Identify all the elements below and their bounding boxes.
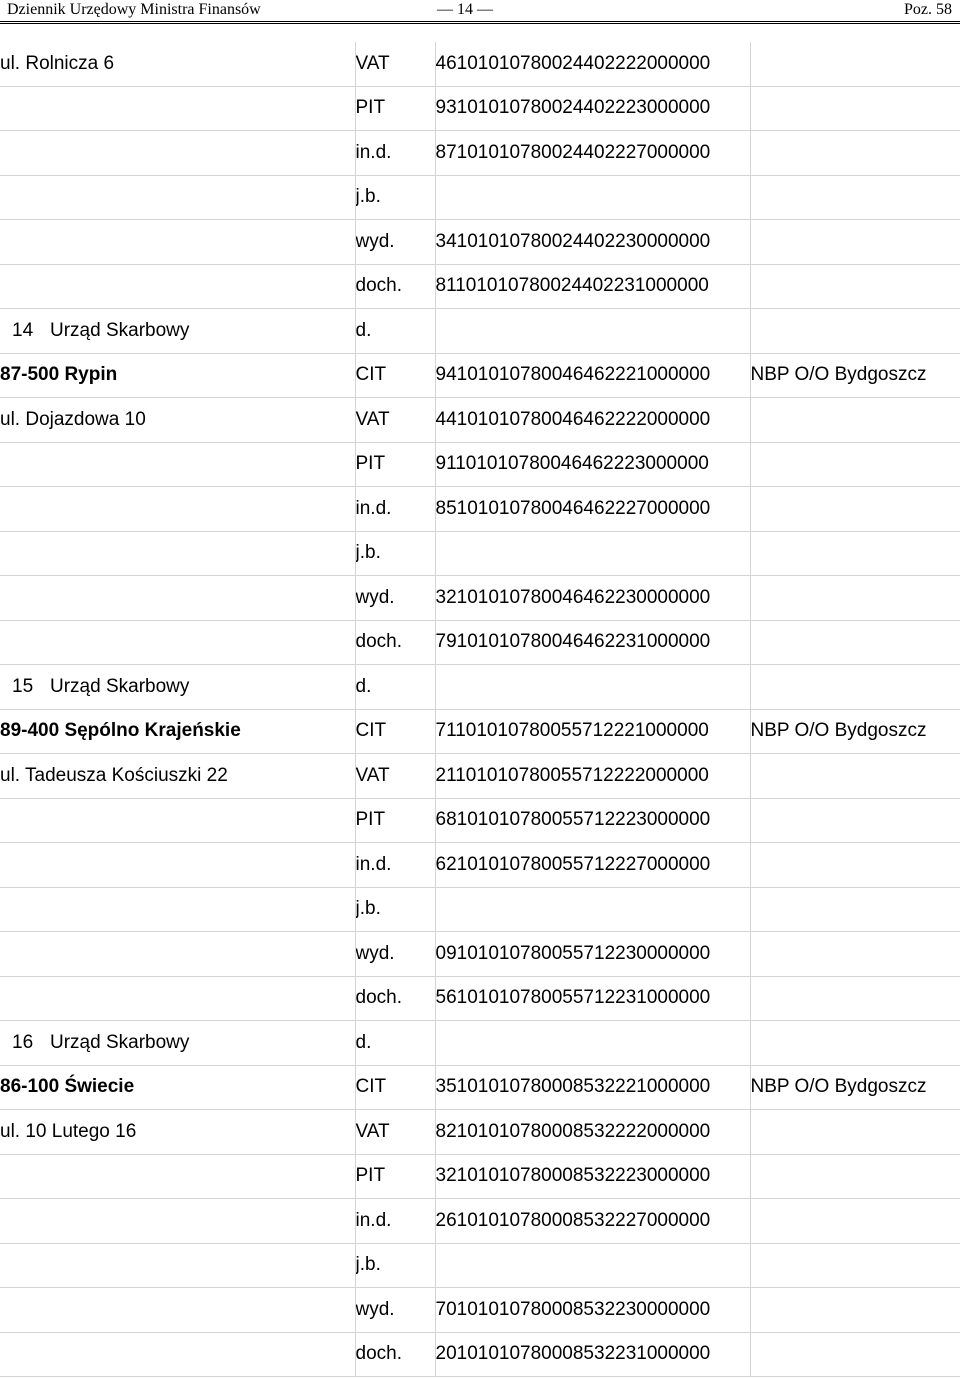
bank-name-cell	[750, 1199, 960, 1244]
tax-type-cell: j.b.	[355, 175, 435, 220]
tax-type-cell: CIT	[355, 709, 435, 754]
tax-type-cell: VAT	[355, 398, 435, 443]
account-number-cell: 62101010780055712227000000	[435, 843, 750, 888]
account-number-cell	[435, 1021, 750, 1066]
tax-type-cell: in.d.	[355, 843, 435, 888]
account-number-cell: 91101010780046462223000000	[435, 442, 750, 487]
office-cell	[0, 665, 355, 710]
account-number-cell: 70101010780008532230000000	[435, 1288, 750, 1333]
tax-type-cell: doch.	[355, 264, 435, 309]
office-cell: 89-400 Sępólno Krajeńskie	[0, 709, 355, 754]
office-cell	[0, 86, 355, 131]
tax-type-cell: in.d.	[355, 1199, 435, 1244]
table-row	[0, 798, 960, 843]
tax-type-cell: wyd.	[355, 1288, 435, 1333]
table-row	[0, 754, 960, 799]
office-number: 16	[12, 1031, 34, 1053]
office-cell	[0, 843, 355, 888]
table-row	[0, 1065, 960, 1110]
account-number-cell: 85101010780046462227000000	[435, 487, 750, 532]
header-rule-secondary	[0, 23, 960, 24]
bank-name-cell	[750, 264, 960, 309]
office-number: 14	[12, 319, 34, 341]
account-number-cell: 32101010780008532223000000	[435, 1154, 750, 1199]
account-number-cell: 68101010780055712223000000	[435, 798, 750, 843]
account-number-cell: 46101010780024402222000000	[435, 42, 750, 86]
table-row	[0, 487, 960, 532]
account-number-cell	[435, 531, 750, 576]
bank-name-cell	[750, 175, 960, 220]
position-number: Poz. 58	[904, 1, 952, 18]
office-cell	[0, 576, 355, 621]
bank-name-cell	[750, 398, 960, 443]
bank-name-cell	[750, 1154, 960, 1199]
bank-name-cell	[750, 1243, 960, 1288]
tax-type-cell: j.b.	[355, 1243, 435, 1288]
office-cell	[0, 131, 355, 176]
table-row	[0, 843, 960, 888]
bank-name-cell	[750, 576, 960, 621]
account-number-cell: 81101010780024402231000000	[435, 264, 750, 309]
account-number-cell: 93101010780024402223000000	[435, 86, 750, 131]
office-cell	[0, 1332, 355, 1377]
office-cell	[0, 1288, 355, 1333]
tax-type-cell: in.d.	[355, 131, 435, 176]
office-label: Urząd Skarbowy	[50, 319, 190, 341]
journal-title: Dziennik Urzędowy Ministra Finansów	[7, 1, 261, 18]
office-cell	[0, 442, 355, 487]
bank-name-cell	[750, 932, 960, 977]
bank-name-cell	[750, 620, 960, 665]
tax-type-cell: j.b.	[355, 887, 435, 932]
office-label: Urząd Skarbowy	[50, 1031, 190, 1053]
tax-type-cell: VAT	[355, 42, 435, 86]
bank-name-cell	[750, 309, 960, 354]
bank-name-cell	[750, 487, 960, 532]
header-rule	[0, 21, 960, 22]
account-number-cell	[435, 1243, 750, 1288]
bank-name-cell	[750, 1110, 960, 1155]
table-row	[0, 1243, 960, 1288]
account-number-cell	[435, 887, 750, 932]
bank-name-cell	[750, 1288, 960, 1333]
office-number: 15	[12, 675, 34, 697]
table-row	[0, 264, 960, 309]
bank-name-cell	[750, 442, 960, 487]
bank-name-cell: NBP O/O Bydgoszcz	[750, 353, 960, 398]
table-row	[0, 220, 960, 265]
office-cell	[0, 1154, 355, 1199]
account-number-cell: 87101010780024402227000000	[435, 131, 750, 176]
account-number-cell: 82101010780008532222000000	[435, 1110, 750, 1155]
bank-name-cell	[750, 86, 960, 131]
bank-name-cell	[750, 754, 960, 799]
account-number-cell: 44101010780046462222000000	[435, 398, 750, 443]
office-cell: ul. 10 Lutego 16	[0, 1110, 355, 1155]
table-row	[0, 1288, 960, 1333]
table-row	[0, 1332, 960, 1377]
bank-name-cell	[750, 665, 960, 710]
tax-type-cell: d.	[355, 665, 435, 710]
office-cell	[0, 932, 355, 977]
table-row	[0, 131, 960, 176]
bank-name-cell	[750, 1021, 960, 1066]
tax-type-cell: d.	[355, 1021, 435, 1066]
bank-name-cell	[750, 531, 960, 576]
table-row	[0, 932, 960, 977]
office-cell: ul. Dojazdowa 10	[0, 398, 355, 443]
office-cell	[0, 1199, 355, 1244]
tax-type-cell: PIT	[355, 442, 435, 487]
tax-type-cell: CIT	[355, 1065, 435, 1110]
account-number-cell: 79101010780046462231000000	[435, 620, 750, 665]
table-row	[0, 86, 960, 131]
table-row	[0, 709, 960, 754]
office-cell: ul. Rolnicza 6	[0, 42, 355, 86]
office-cell	[0, 220, 355, 265]
tax-type-cell: VAT	[355, 1110, 435, 1155]
bank-name-cell	[750, 1332, 960, 1377]
account-number-cell: 20101010780008532231000000	[435, 1332, 750, 1377]
office-cell: 86-100 Świecie	[0, 1065, 355, 1110]
table-row	[0, 531, 960, 576]
tax-type-cell: CIT	[355, 353, 435, 398]
bank-name-cell	[750, 798, 960, 843]
account-number-cell: 32101010780046462230000000	[435, 576, 750, 621]
account-number-cell: 26101010780008532227000000	[435, 1199, 750, 1244]
tax-type-cell: doch.	[355, 976, 435, 1021]
office-cell: ul. Tadeusza Kościuszki 22	[0, 754, 355, 799]
tax-type-cell: wyd.	[355, 932, 435, 977]
office-cell	[0, 1021, 355, 1066]
office-cell	[0, 175, 355, 220]
tax-type-cell: in.d.	[355, 487, 435, 532]
tax-type-cell: PIT	[355, 86, 435, 131]
office-cell	[0, 487, 355, 532]
tax-type-cell: wyd.	[355, 576, 435, 621]
tax-type-cell: PIT	[355, 1154, 435, 1199]
office-cell	[0, 798, 355, 843]
account-number-cell: 21101010780055712222000000	[435, 754, 750, 799]
tax-type-cell: doch.	[355, 1332, 435, 1377]
tax-type-cell: j.b.	[355, 531, 435, 576]
office-cell	[0, 531, 355, 576]
table-row	[0, 1021, 960, 1066]
office-cell: 87-500 Rypin	[0, 353, 355, 398]
account-number-cell: 34101010780024402230000000	[435, 220, 750, 265]
table-row	[0, 1154, 960, 1199]
table-row	[0, 353, 960, 398]
table-row	[0, 576, 960, 621]
bank-name-cell: NBP O/O Bydgoszcz	[750, 709, 960, 754]
account-number-cell: 71101010780055712221000000	[435, 709, 750, 754]
account-number-cell: 35101010780008532221000000	[435, 1065, 750, 1110]
tax-office-accounts-table	[0, 42, 960, 1377]
table-row	[0, 175, 960, 220]
office-cell	[0, 887, 355, 932]
bank-name-cell	[750, 131, 960, 176]
table-row	[0, 1199, 960, 1244]
account-number-cell: 56101010780055712231000000	[435, 976, 750, 1021]
office-cell	[0, 309, 355, 354]
account-number-cell	[435, 309, 750, 354]
bank-name-cell	[750, 976, 960, 1021]
account-number-cell: 09101010780055712230000000	[435, 932, 750, 977]
bank-name-cell	[750, 843, 960, 888]
table-row	[0, 42, 960, 86]
account-number-cell	[435, 175, 750, 220]
bank-name-cell	[750, 887, 960, 932]
account-number-cell	[435, 665, 750, 710]
table-row	[0, 887, 960, 932]
tax-type-cell: wyd.	[355, 220, 435, 265]
office-cell	[0, 1243, 355, 1288]
tax-type-cell: PIT	[355, 798, 435, 843]
table-row	[0, 442, 960, 487]
table-row	[0, 620, 960, 665]
tax-type-cell: d.	[355, 309, 435, 354]
tax-type-cell: VAT	[355, 754, 435, 799]
table-row	[0, 665, 960, 710]
office-cell	[0, 264, 355, 309]
table-row	[0, 309, 960, 354]
page-header	[0, 0, 960, 22]
office-label: Urząd Skarbowy	[50, 675, 190, 697]
bank-name-cell	[750, 42, 960, 86]
bank-name-cell	[750, 220, 960, 265]
table-row	[0, 976, 960, 1021]
table-row	[0, 1110, 960, 1155]
page-number: — 14 —	[437, 1, 493, 18]
account-number-cell: 94101010780046462221000000	[435, 353, 750, 398]
office-cell	[0, 620, 355, 665]
bank-name-cell: NBP O/O Bydgoszcz	[750, 1065, 960, 1110]
office-cell	[0, 976, 355, 1021]
table-row	[0, 398, 960, 443]
tax-type-cell: doch.	[355, 620, 435, 665]
table-body	[0, 42, 960, 1377]
